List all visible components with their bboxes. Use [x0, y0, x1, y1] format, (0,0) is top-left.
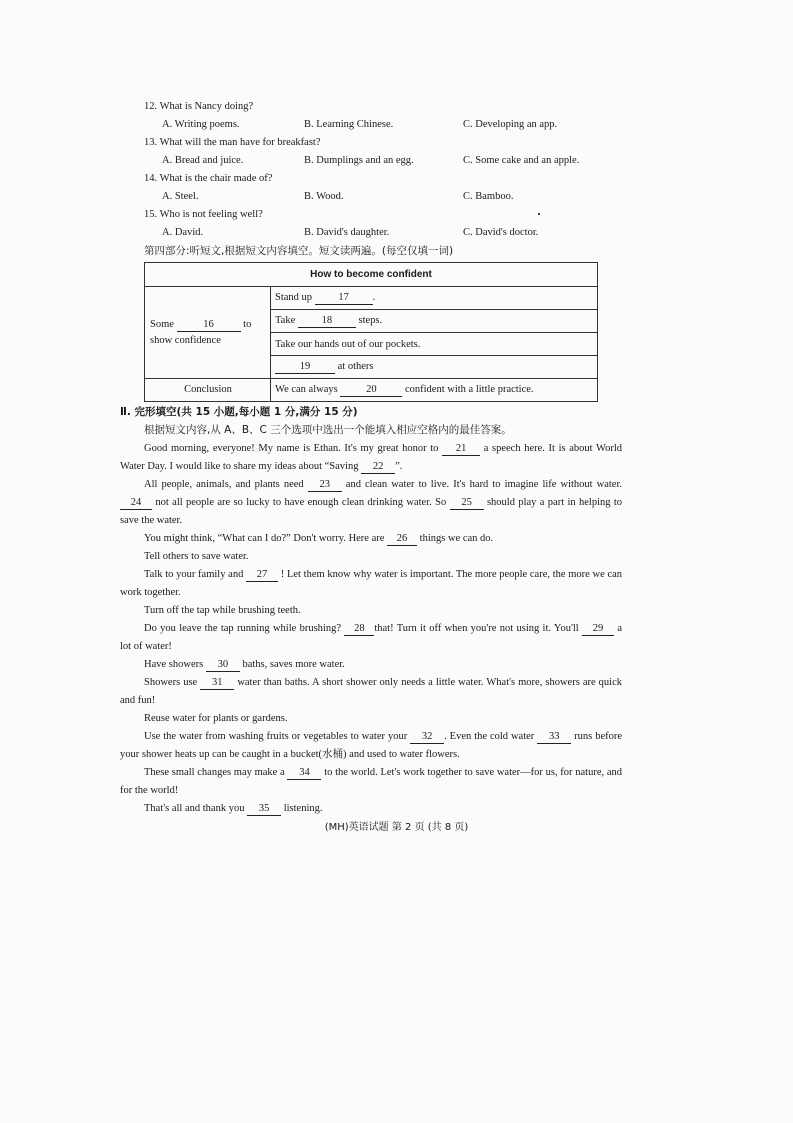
passage-paragraph-1: Good morning, everyone! My name is Ethan. It's my great honor to 21 a speech here. It is about World Water Day. I would like to share my ideas about “Saving 22 ”.: [120, 443, 623, 472]
blank-20[interactable]: 20: [340, 384, 402, 397]
blank-19[interactable]: 19: [275, 361, 335, 374]
question-13: 13. What will the man have for breakfast?: [144, 137, 321, 148]
option-15c[interactable]: C. David's doctor.: [463, 227, 539, 238]
blank-17[interactable]: 17: [315, 292, 373, 305]
blank-22[interactable]: 22: [361, 461, 395, 474]
blank-30[interactable]: 30: [206, 659, 240, 672]
blank-28[interactable]: 28: [344, 623, 374, 636]
confidence-table: [144, 262, 598, 402]
scan-dot: [538, 213, 540, 215]
passage-paragraph-9: These small changes may make a 34 to the world. Let's work together to save water—for us, for nature, and for the world!: [120, 767, 623, 796]
blank-34[interactable]: 34: [287, 767, 321, 780]
blank-35[interactable]: 35: [247, 803, 281, 816]
question-15: 15. Who is not feeling well?: [144, 209, 263, 220]
blank-18[interactable]: 18: [298, 315, 356, 328]
option-12b[interactable]: B. Learning Chinese.: [304, 119, 394, 130]
blank-26[interactable]: 26: [387, 533, 417, 546]
blank-32[interactable]: 32: [410, 731, 444, 744]
section2-instruction: 根据短文内容,从 A、B、C 三个选项中选出一个能填入相应空格内的最佳答案。: [144, 424, 512, 436]
conclusion-label: Conclusion: [145, 379, 271, 402]
passage-paragraph-7: Showers use 31 water than baths. A short shower only needs a little water. What's more, showers are quick and fun!: [120, 677, 623, 706]
option-13b[interactable]: B. Dumplings and an egg.: [304, 155, 414, 166]
passage-paragraph-2: All people, animals, and plants need 23 and clean water to live. It's hard to imagine life without water. 24 not all people are so lucky to have enough clean drinking water. So 25 should play a part in helping to save the water.: [120, 479, 623, 526]
passage-paragraph-6: Have showers 30 baths, saves more water.: [144, 659, 345, 670]
blank-16[interactable]: 16: [177, 319, 241, 332]
passage-closing: That's all and thank you 35 listening.: [144, 803, 323, 814]
table-row-pockets: Take our hands out of our pockets.: [271, 333, 598, 356]
option-15b[interactable]: B. David's daughter.: [304, 227, 390, 238]
blank-33[interactable]: 33: [537, 731, 571, 744]
part4-instruction: 第四部分:听短文,根据短文内容填空。短文读两遍。(每空仅填一词): [144, 245, 454, 257]
passage-tip-2: Turn off the tap while brushing teeth.: [144, 605, 301, 616]
blank-25[interactable]: 25: [450, 497, 484, 510]
option-13c[interactable]: C. Some cake and an apple.: [463, 155, 580, 166]
page-footer: (MH)英语试题 第 2 页 (共 8 页): [324, 822, 469, 833]
passage-paragraph-5: Do you leave the tap running while brushing? 28 that! Turn it off when you're not using it. You'll 29 a lot of water!: [120, 623, 623, 652]
table-left-cell: Some 16 to show confidence: [145, 287, 271, 379]
passage-paragraph-4: Talk to your family and 27 ! Let them know why water is important. The more people care, the more we can work together.: [120, 569, 623, 598]
blank-31[interactable]: 31: [200, 677, 234, 690]
passage-paragraph-8: Use the water from washing fruits or vegetables to water your 32 . Even the cold water 33 runs before your shower heats up can be caught in a bucket(水桶) and used to water flowers.: [120, 731, 623, 760]
blank-24[interactable]: 24: [120, 497, 152, 510]
blank-29[interactable]: 29: [582, 623, 614, 636]
blank-23[interactable]: 23: [308, 479, 342, 492]
passage-tip-3: Reuse water for plants or gardens.: [144, 713, 288, 724]
table-row-17: Stand up 17 .: [271, 287, 598, 310]
option-12c[interactable]: C. Developing an app.: [463, 119, 558, 130]
section2-title: Ⅱ. 完形填空(共 15 小题,每小题 1 分,满分 15 分): [120, 406, 358, 418]
table-row-19: 19 at others: [271, 356, 598, 379]
option-14a[interactable]: A. Steel.: [162, 191, 199, 202]
passage-tip-1: Tell others to save water.: [144, 551, 249, 562]
option-14b[interactable]: B. Wood.: [304, 191, 344, 202]
conclusion-row: We can always 20 confident with a little practice.: [271, 379, 598, 402]
option-13a[interactable]: A. Bread and juice.: [162, 155, 244, 166]
option-12a[interactable]: A. Writing poems.: [162, 119, 240, 130]
blank-27[interactable]: 27: [246, 569, 278, 582]
option-15a[interactable]: A. David.: [162, 227, 204, 238]
question-14: 14. What is the chair made of?: [144, 173, 273, 184]
passage-paragraph-3: You might think, “What can I do?” Don't worry. Here are 26 things we can do.: [144, 533, 494, 544]
table-row-18: Take 18 steps.: [271, 310, 598, 333]
question-12: 12. What is Nancy doing?: [144, 101, 254, 112]
blank-21[interactable]: 21: [442, 443, 480, 456]
table-title: How to become confident: [145, 263, 598, 287]
option-14c[interactable]: C. Bamboo.: [463, 191, 514, 202]
